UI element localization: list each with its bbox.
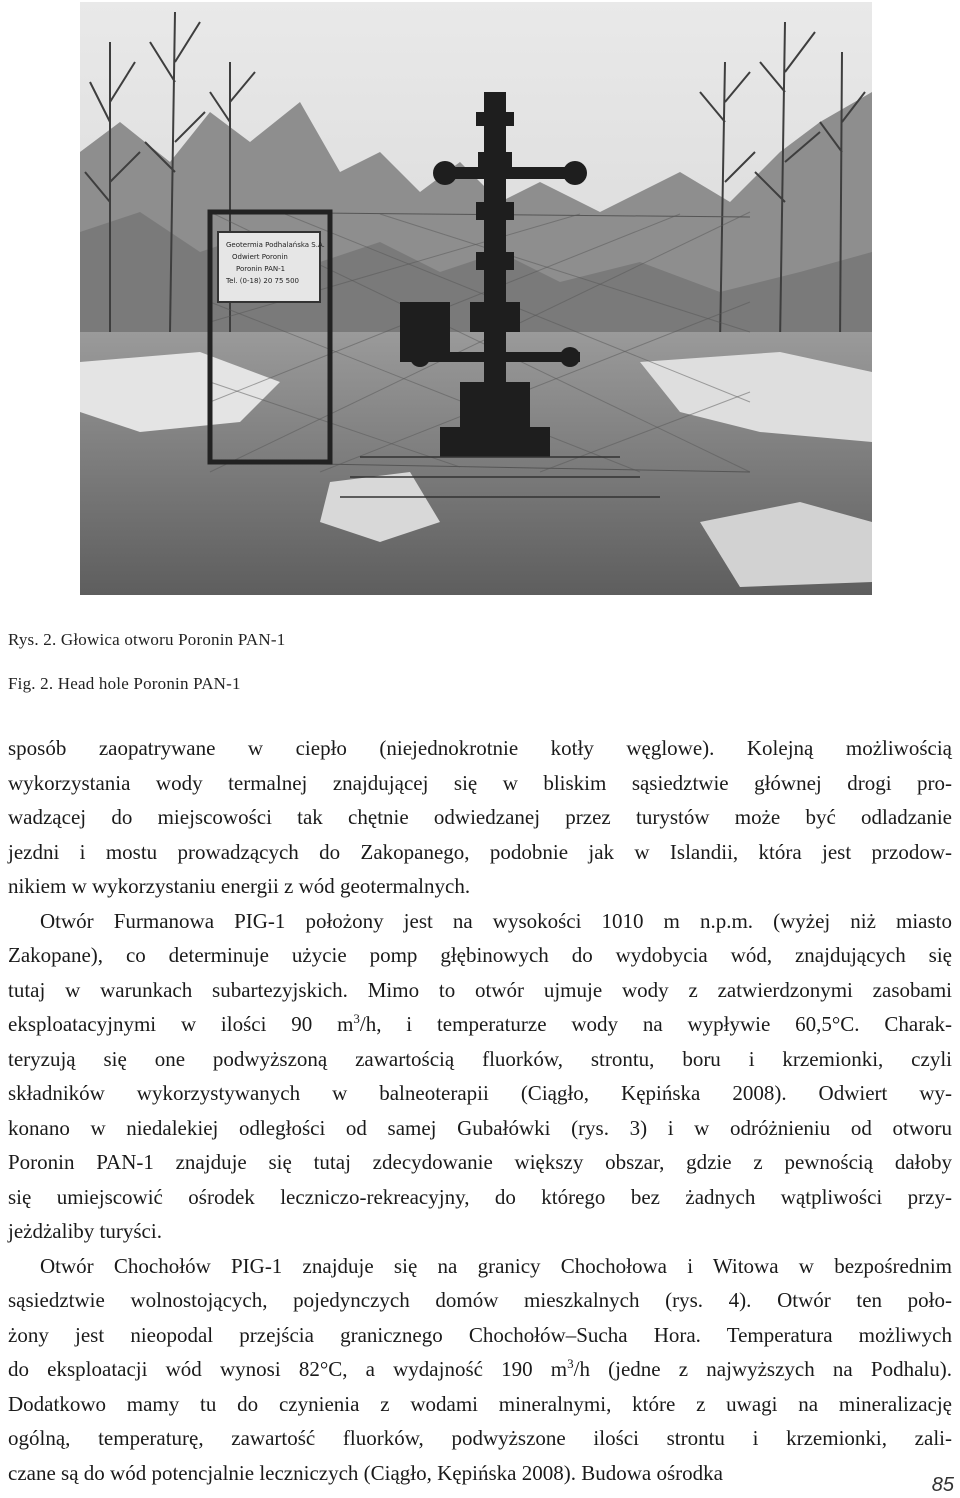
text-line: Poronin PAN-1 znajduje się tutaj zdecydowanie większy obszar, gdzie z pewnością dałoby xyxy=(8,1150,952,1174)
text-line: Zakopane), co determinuje użycie pomp głębinowych do wydobycia wód, znajdujących się xyxy=(8,943,952,967)
figure-caption-en: Fig. 2. Head hole Poronin PAN-1 xyxy=(8,674,241,693)
figure-caption-pl: Rys. 2. Głowica otworu Poronin PAN-1 xyxy=(8,630,286,649)
text-line: składników wykorzystywanych w balneoterapii (Ciągło, Kępińska 2008). Odwiert wy- xyxy=(8,1081,952,1105)
sign-line-2: Odwiert Poronin xyxy=(232,253,288,261)
text-line: Otwór Chochołów PIG-1 znajduje się na granicy Chochołowa i Witowa w bezpośrednim xyxy=(40,1253,952,1278)
text-line: tutaj w warunkach subartezyjskich. Mimo to otwór ujmuje wody z zatwierdzonymi zasobami xyxy=(8,977,952,1002)
text-segment: eksploatacyjnymi w ilości 90 m xyxy=(8,1012,354,1036)
text-line xyxy=(8,1352,952,1387)
page-number: 85 xyxy=(931,1474,954,1496)
text-line: teryzują się one podwyższoną zawartością fluorków, strontu, boru i krzemionki, czyli xyxy=(8,1046,952,1071)
sign-line-4: Tel. (0-18) 20 75 500 xyxy=(226,277,299,285)
text-segment: do eksploatacji wód wynosi 82°C, a wydajność 190 m xyxy=(8,1357,568,1381)
text-line: Otwór Furmanowa PIG-1 położony jest na wysokości 1010 m n.p.m. (wyżej niż miasto xyxy=(40,908,952,933)
sign-line-1: Geotermia Podhalańska S.A. xyxy=(226,241,325,249)
text-line: wadzącej do miejscowości tak chętnie odwiedzanej przez turystów może być odladzanie xyxy=(8,805,952,829)
text-line: ogólną, temperaturę, zawartość fluorków, podwyższone ilości strontu i krzemionki, zali- xyxy=(8,1426,952,1450)
sign-line-3: Poronin PAN-1 xyxy=(236,265,286,273)
text-segment: /h, i temperaturze wody na wypływie 60,5°C. Charak- xyxy=(359,1012,953,1036)
text-line: się umiejscowić ośrodek leczniczo-rekreacyjny, do którego bez żadnych wątpliwości przy- xyxy=(8,1184,952,1209)
text-line: jezdni i mostu prowadzących do Zakopanego, podobnie jak w Islandii, która jest przodow- xyxy=(8,839,952,864)
text-line: sposób zaopatrywane w ciepło (niejednokrotnie kotły węglowe). Kolejną możliwością xyxy=(8,736,952,760)
text-line: żony jest nieopodal przejścia granicznego Chochołów–Sucha Hora. Temperatura możliwych xyxy=(8,1322,952,1347)
text-line: jeżdżaliby turyści. xyxy=(8,1219,162,1243)
wellhead-photo xyxy=(80,2,872,595)
body-text xyxy=(8,731,952,1490)
text-line: Dodatkowo mamy tu do czynienia z wodami mineralnymi, które z uwagi na mineralizację xyxy=(8,1391,952,1416)
superscript: 3 xyxy=(567,1356,574,1371)
text-line: konano w niedalekiej odległości od samej Gubałówki (rys. 3) i w odróżnieniu od otworu xyxy=(8,1115,952,1140)
text-line: czane są do wód potencjalnie leczniczych (Ciągło, Kępińska 2008). Budowa ośrodka xyxy=(8,1460,723,1485)
text-segment: /h (jedne z najwyższych na Podhalu). xyxy=(573,1357,952,1381)
text-line: nikiem w wykorzystaniu energii z wód geotermalnych. xyxy=(8,874,471,898)
text-line: sąsiedztwie wolnostojących, pojedynczych domów mieszkalnych (rys. 4). Otwór ten poło- xyxy=(8,1288,952,1312)
superscript: 3 xyxy=(353,1011,360,1026)
text-line xyxy=(8,1007,952,1042)
text-line: wykorzystania wody termalnej znajdującej się w bliskim sąsiedztwie głównej drogi pro- xyxy=(8,770,952,795)
